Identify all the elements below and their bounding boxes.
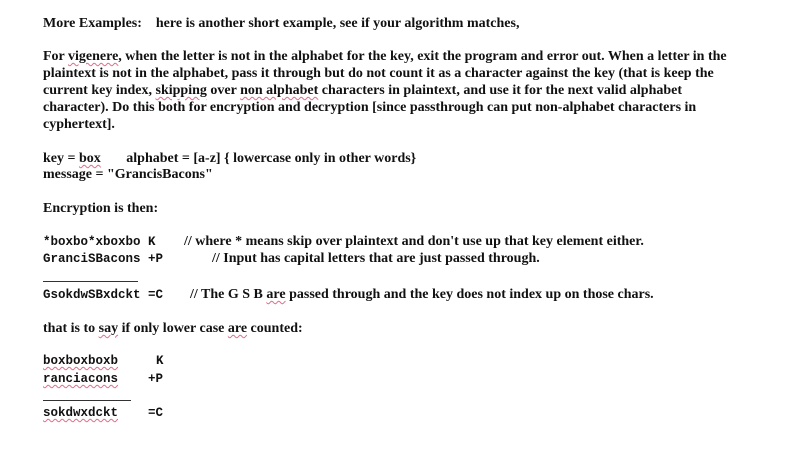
ex1-separator [43, 281, 138, 282]
intro-label: More Examples: [43, 16, 142, 31]
key-line [43, 150, 416, 167]
rules-text-2: , when the letter is not in the alphabet for the key, exit the program and error out. When a letter in the plaintext is not in the alphabet, pass it through but do not count it as a character against the key (that is keep the current key index, [43, 49, 727, 98]
intro-line [43, 15, 519, 32]
ex2-plain-row: ranciacons [43, 372, 119, 386]
alphabet-definition: alphabet = [a-z] { lowercase only in other words} [126, 151, 417, 166]
misspelled-word-are-2[interactable]: are [227, 321, 248, 336]
rules-text-1: For [43, 49, 69, 64]
key-prefix: key = [43, 151, 79, 166]
misspelled-word-say[interactable]: say [98, 321, 119, 336]
lower-note-b: if only lower case [118, 321, 228, 336]
key-value[interactable]: box [78, 151, 101, 166]
ex2-plain-symbol: +P [148, 372, 164, 386]
ex1-cipher-row: GsokdwSBxdckt =C [43, 288, 164, 302]
lower-note-c: counted: [247, 321, 303, 336]
ex1-key-row: *boxbo*xboxbo K [43, 235, 156, 249]
misspelled-word-non-alphabet[interactable]: non alphabet [240, 83, 319, 98]
lower-note-a: that is to [43, 321, 99, 336]
rules-paragraph [43, 48, 748, 133]
ex1-key-comment: // where * means skip over plaintext and don't use up that key element either. [184, 234, 644, 249]
ex2-separator [43, 400, 131, 401]
ex2-key-row: boxboxboxb [43, 354, 119, 368]
encryption-heading: Encryption is then: [43, 201, 159, 216]
ex1-cipher-comment [190, 287, 654, 303]
ex2-cipher-row: sokdwxdckt [43, 406, 119, 420]
ex2-cipher-symbol: =C [148, 406, 164, 420]
misspelled-word-are[interactable]: are [266, 287, 286, 302]
ex1-cipher-comment-b: passed through and the key does not index up on those chars. [285, 287, 654, 302]
intro-text: here is another short example, see if your algorithm matches, [155, 16, 520, 31]
ex1-plain-row: GranciSBacons +P [43, 252, 164, 266]
ex2-key-symbol: K [156, 354, 164, 368]
lower-case-note [43, 320, 303, 337]
rules-text-4: characters in plaintext, and use it for the next valid alphabet character). Do this both for encryption and decryption [since passthrough can put non-alphabet characters in cyphertext]. [43, 83, 697, 132]
rules-text-3: over [206, 83, 241, 98]
ex1-cipher-comment-a: // The G S B [190, 287, 267, 302]
message-line: message = "GrancisBacons" [43, 167, 213, 182]
misspelled-word-skipping[interactable]: skipping [155, 83, 207, 98]
ex1-plain-comment: // Input has capital letters that are just passed through. [212, 251, 540, 266]
misspelled-word-vigenere[interactable]: vigenere [68, 49, 119, 64]
